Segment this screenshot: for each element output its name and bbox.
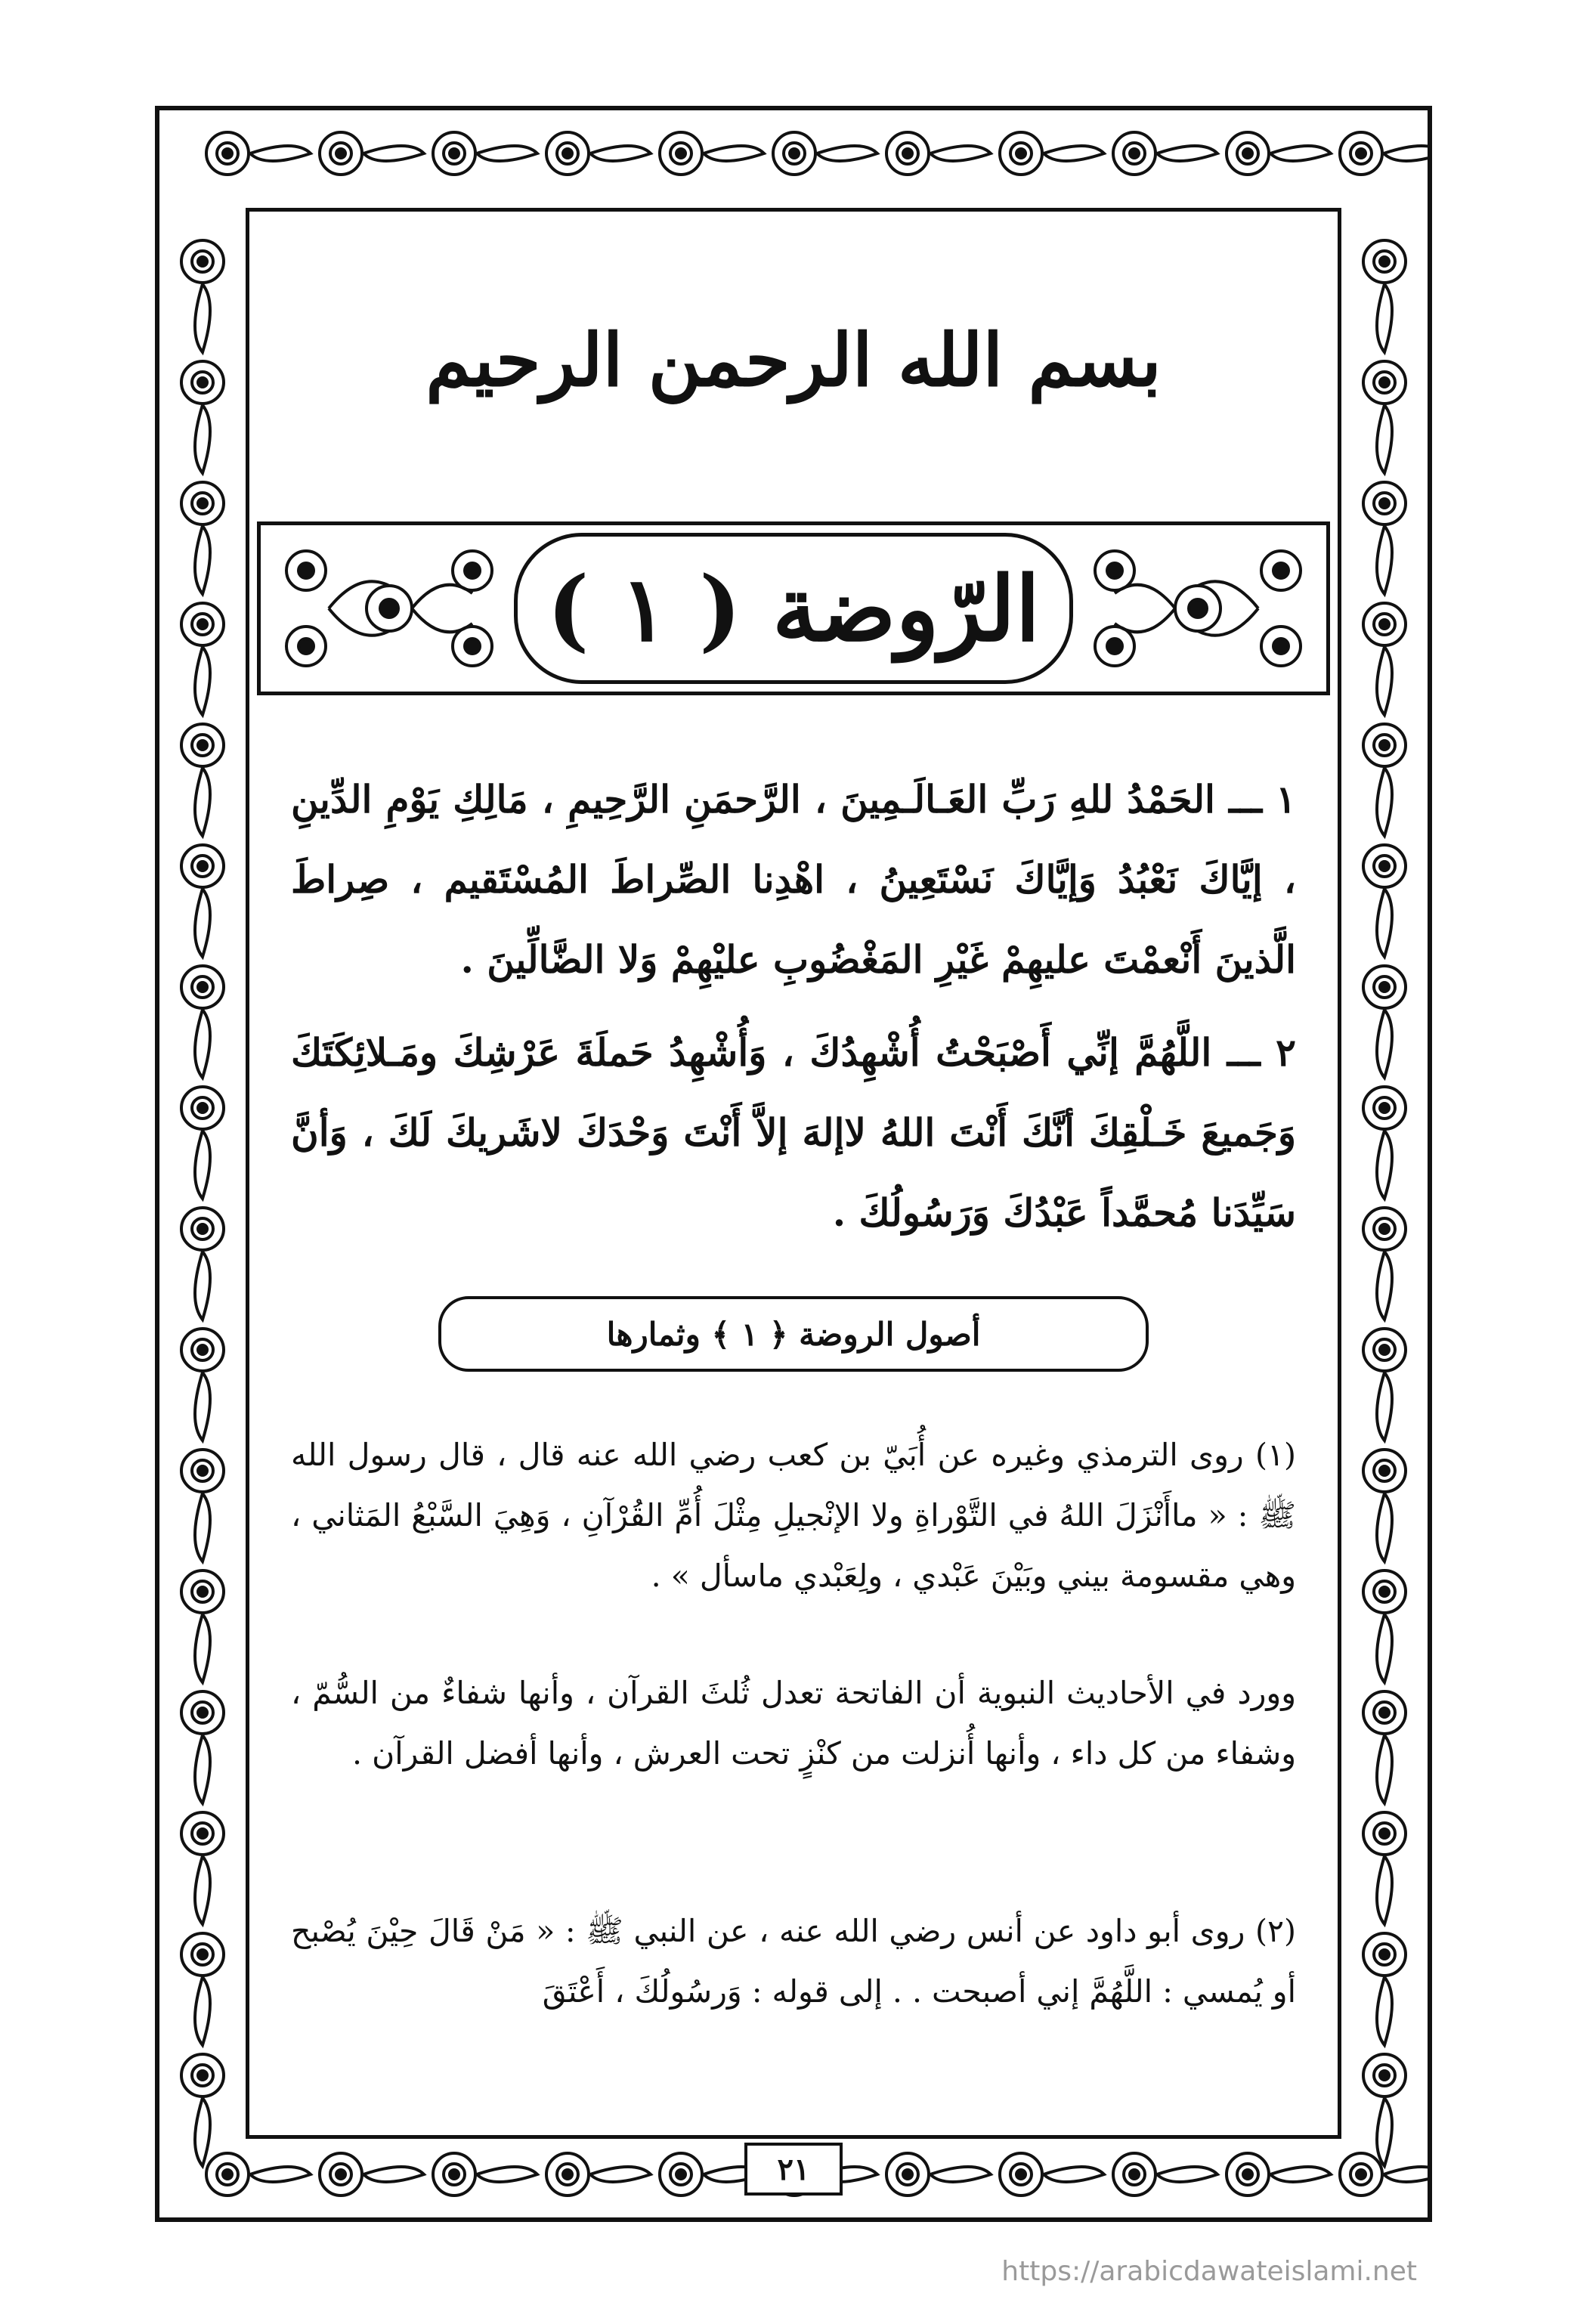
border-leaf [1377,1493,1392,1561]
border-rosette [660,132,702,175]
border-rosette [1363,1570,1406,1613]
title-cartouche [514,533,1073,684]
border-leaf [195,2098,210,2166]
border-leaf [1157,2167,1217,2182]
border-leaf [195,768,210,836]
border-rosette [886,132,929,175]
border-leaf [1377,2098,1392,2166]
border-leaf [1377,526,1392,594]
border-rosette [181,724,224,766]
border-rosette [1363,1087,1406,1129]
border-leaf [195,1735,210,1803]
border-rosette [433,132,475,175]
border-leaf [817,146,877,161]
border-leaf [250,146,311,161]
page-number-box [744,2143,843,2196]
border-leaf [1377,1010,1392,1078]
border-leaf [930,146,991,161]
border-leaf [195,889,210,957]
border-rosette [1227,132,1269,175]
border-rosette [886,2153,929,2196]
border-rosette [1363,603,1406,645]
border-rosette [181,240,224,283]
border-leaf [1377,1614,1392,1682]
border-rosette [1363,482,1406,525]
border-rosette [433,2153,475,2196]
border-rosette [181,603,224,645]
border-rosette [1340,2153,1382,2196]
border-rosette [181,1812,224,1855]
border-leaf [590,2167,651,2182]
border-rosette [181,1450,224,1492]
border-rosette [206,132,249,175]
border-leaf [1270,2167,1331,2182]
border-leaf [1384,146,1428,161]
border-leaf [477,146,537,161]
border-rosette [1363,240,1406,283]
border-rosette [181,1208,224,1250]
border-rosette [773,132,815,175]
commentary-2: وورد في الأحاديث النبوية أن الفاتحة تعدل ثُلثَ القرآن ، وأنها شفاءٌ من السُّمّ ، وشفاء من كل داء ، وأنها أُنزلت من كنْزٍ تحت العرش ، وأنها أفضل القرآن . [291,1675,1296,1772]
border-leaf [195,1977,210,2045]
border-leaf [1377,1252,1392,1320]
border-leaf [195,1010,210,1078]
border-rosette [546,132,589,175]
border-rosette [546,2153,589,2196]
border-rosette [1113,132,1155,175]
paragraph-2: ٢ ـــ اللَّهُمَّ إنِّي أَصْبَحْتُ أُشْهِدُكَ ، وَأُشْهِدُ حَملَةَ عَرْشِكَ ومَـلائِكَتَكَ وَجَميعَ خَـلْقِكَ أنَّكَ أَنْتَ اللهُ لاإلهَ إلاَّ أَنْتَ وَحْدَكَ لاشَريكَ لَكَ ، وَأنَّ سَيِّدَنا مُحمَّداً عَبْدُكَ وَرَسُولُكَ . [291,1030,1296,1235]
border-leaf [195,405,210,473]
border-leaf [250,2167,311,2182]
border-rosette [1363,966,1406,1008]
border-leaf [1377,768,1392,836]
border-rosette [181,1933,224,1976]
commentary-1: (١) روى الترمذي وغيره عن أُبَيّ بن كعب رضي الله عنه قال ، قال رسول الله ﷺ : « ماأَنْزَلَ اللهُ في التَّوْراةِ ولا الإنْجيلِ مِثْلَ أُمِّ القُرْآنِ ، وَهِيَ السَّبْعُ المَثاني ، وهي مقسومة بيني وبَيْنَ عَبْدي ، ولِعَبْدي ماسأل » . [291,1437,1296,1594]
border-leaf [1377,405,1392,473]
border-rosette [1363,1208,1406,1250]
border-rosette [1363,724,1406,766]
page-number: ٢١ [777,2151,810,2187]
source-watermark: https://arabicdawateislami.net [1001,2256,1417,2287]
border-rosette [1340,132,1382,175]
border-leaf [195,1614,210,1682]
paragraph-1: ١ ـــ الحَمْدُ للهِ رَبِّ العَـالَـمِينَ ، الرَّحمَنِ الرَّحِيمِ ، مَالِكِ يَوْمِ الدِّينِ ، إيَّاكَ نَعْبُدُ وَإيَّاكَ نَسْتَعِينُ ، اهْدِنا الصِّراطَ المُسْتَقيم ، صِراطَ الَّذينَ أَنْعمْتَ عليهِمْ غَيْرِ المَغْضُوبِ عليْهِمْ وَلا الضَّالِّينَ . [291,777,1296,982]
border-rosette [320,132,362,175]
border-leaf [590,146,651,161]
border-leaf [195,1493,210,1561]
border-leaf [1044,146,1104,161]
border-rosette [1363,1933,1406,1976]
border-rosette [1363,845,1406,887]
border-rosette [660,2153,702,2196]
border-leaf [363,2167,424,2182]
border-rosette [181,845,224,887]
commentary-3: (٢) روى أبو داود عن أنس رضي الله عنه ، عن النبي ﷺ : « مَنْ قَالَ حِيْنَ يُصْبح أو يُمسي : اللَّهُمَّ إني أصبحت . . إلى قوله : وَرسُولُكَ ، أَعْتَقَ [291,1913,1296,2010]
subheading-box [438,1296,1149,1372]
border-leaf [195,647,210,715]
border-rosette [181,482,224,525]
border-rosette [1000,2153,1042,2196]
border-leaf [1270,146,1331,161]
border-leaf [930,2167,991,2182]
border-rosette [1363,2054,1406,2097]
border-rosette [1363,1450,1406,1492]
border-leaf [1377,1372,1392,1441]
border-leaf [195,1252,210,1320]
border-leaf [195,1856,210,1924]
border-rosette [1113,2153,1155,2196]
bismillah-calligraphy: بسم الله الرحمن الرحيم [425,317,1162,403]
border-rosette [181,2054,224,2097]
border-rosette [1000,132,1042,175]
border-rosette [181,966,224,1008]
border-rosette [181,1570,224,1613]
border-leaf [1377,647,1392,715]
border-leaf [1157,146,1217,161]
border-rosette [206,2153,249,2196]
border-rosette [320,2153,362,2196]
section-title: الرّوضة ( ١ ) [546,555,1041,661]
subheading: أصول الروضة ﴿ ١ ﴾ وثمارها [606,1315,981,1353]
border-leaf [1377,1131,1392,1199]
border-leaf [363,146,424,161]
border-leaf [1377,1977,1392,2045]
border-rosette [1363,1329,1406,1371]
border-rosette [181,1329,224,1371]
border-leaf [1377,1856,1392,1924]
border-leaf [195,1131,210,1199]
border-leaf [195,1372,210,1441]
border-leaf [195,526,210,594]
border-leaf [1384,2167,1428,2182]
border-rosette [181,1691,224,1734]
border-leaf [704,146,764,161]
border-leaf [1377,1735,1392,1803]
border-rosette [1227,2153,1269,2196]
border-rosette [1363,1812,1406,1855]
border-leaf [1044,2167,1104,2182]
border-leaf [1377,889,1392,957]
border-rosette [181,1087,224,1129]
border-leaf [477,2167,537,2182]
border-rosette [1363,1691,1406,1734]
